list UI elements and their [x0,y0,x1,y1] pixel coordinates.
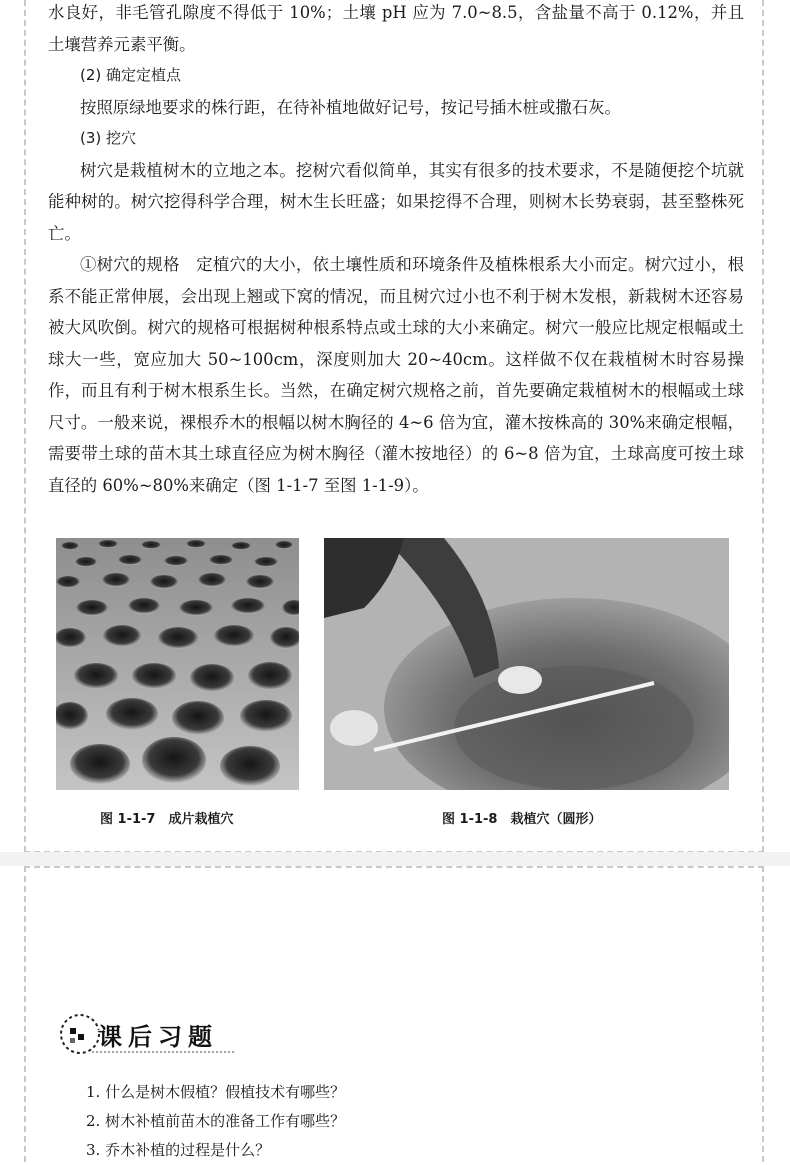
exercise-question: 2. 树木补植前苗木的准备工作有哪些？ [86,1112,346,1130]
paragraph-continuation: 水良好，非毛管孔隙度不得低于 10%；土壤 pH 应为 7.0~8.5，含盐量不高于 0.12%，并且土壤营养元素平衡。 [48,3,744,54]
page2-border-top [24,866,764,868]
paragraph-tree-hole-intro: 树穴是栽植树木的立地之本。挖树穴看似简单，其实有很多的技术要求，不是随便挖个坑就能种树的。树穴挖得科学合理，树木生长旺盛；如果挖得不合理，则树木长势衰弱，甚至整株死亡。 [48,160,744,243]
figure-caption-1-1-8: 图 1-1-8 栽植穴（圆形） [442,812,602,827]
exercise-question: 3. 乔木补植的过程是什么？ [86,1141,271,1159]
round-planting-hole-photo [324,538,729,790]
figure-caption-1-1-7: 图 1-1-7 成片栽植穴 [100,812,234,827]
exercise-heading-title: 课后习题 [98,1023,218,1051]
page2-border-right [762,866,764,1162]
exercise-question-list [86,1078,345,1165]
planting-holes-field-illustration [56,538,299,790]
subheading-dig-hole: (3) 挖穴 [80,129,137,147]
exercise-heading-banner [58,1012,238,1060]
exercise-question: 1. 什么是树木假植？假植技术有哪些？ [86,1083,346,1101]
page-border-left [24,0,26,852]
page-border-right [762,0,764,852]
paragraph-hole-specification: ①树穴的规格 定植穴的大小，依土壤性质和环境条件及植株根系大小而定。树穴过小，根系不能正常伸展，会出现上翘或下窝的情况，而且树穴过小也不利于树木发根，新栽树木还容易被大风吹倒。树穴的规格可根据树种根系特点或土球的大小来确定。树穴一般应比规定根幅或土球大一些，宽应加大 50~100cm，深度则加大 20~40cm。这样做不仅在栽植树木时容易操作，而且有利于树木根系生长。当然，在确定树穴规格之前，首先要确定栽植树木的根幅或土球尺寸。一般来说，裸根乔木的根幅以树木胸径的 4~6 倍为宜，灌木按株高的 30%来确定根幅，需要带土球的苗木其土球直径应为树木胸径（灌木按地径）的 6~8 倍为宜，土球高度可按土球直径的 60%~80%来确定（图 1-1-7 至图 1-1-9）。 [48,255,744,495]
page-gap [0,852,790,866]
body-text [48,0,744,501]
round-planting-hole-illustration [324,538,729,790]
page2-border-left [24,866,26,1162]
planting-holes-field-photo [56,538,299,790]
paragraph-planting-point: 按照原绿地要求的株行距，在待补植地做好记号，按记号插木桩或撒石灰。 [80,97,621,117]
subheading-determine-planting-point: (2) 确定定植点 [80,66,182,84]
